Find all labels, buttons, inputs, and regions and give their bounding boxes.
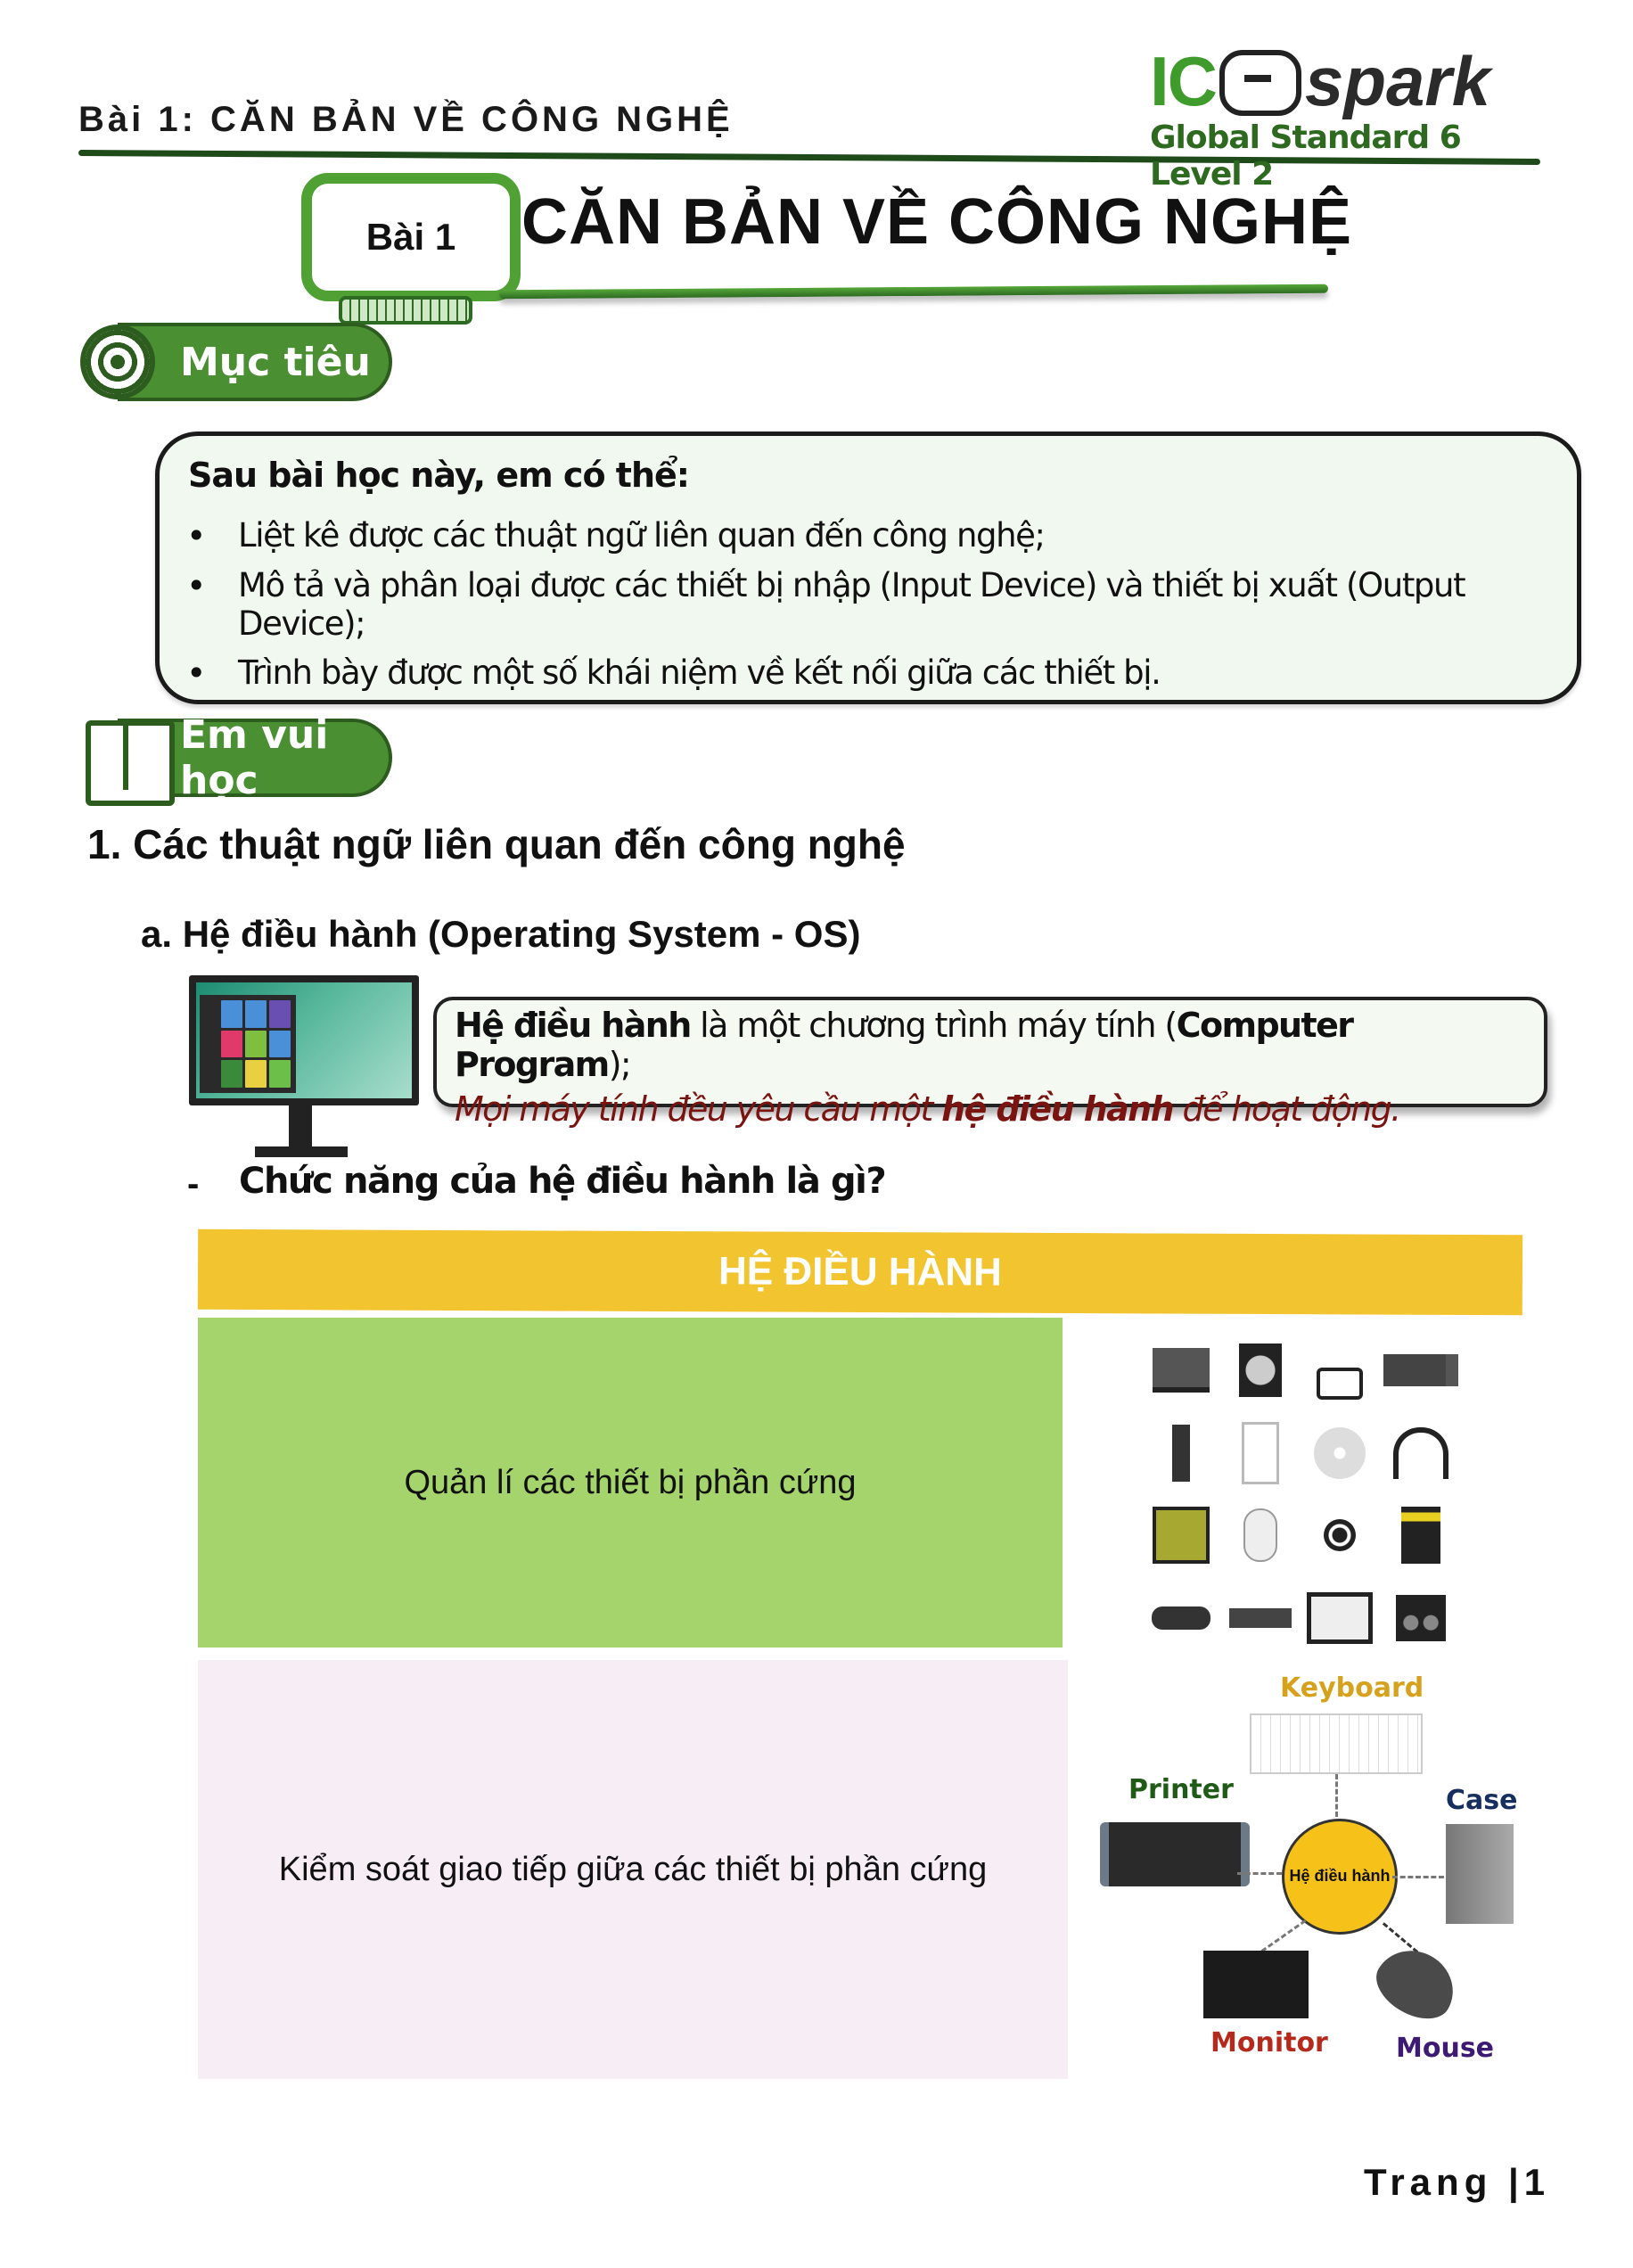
keyboard-label: Keyboard [1280,1672,1424,1704]
tile [245,1031,267,1058]
page-number: Trang |1 [1364,2161,1551,2203]
tile [221,1031,242,1058]
os-monitor-illustration [189,975,419,1105]
connector-printer [1237,1872,1282,1875]
logo-suffix: spark [1305,42,1491,120]
objectives-list [177,516,1559,693]
tile [221,1060,242,1088]
definition-line-1 [455,1006,1526,1084]
logo-level: 2 [1251,156,1274,193]
keyboard-icon [1250,1713,1423,1774]
logo-subtitle-text: Global Standard 6 Level [1150,119,1461,193]
keyboard-decoration-icon [339,296,472,325]
objectives-pill-label: Mục tiêu [180,339,371,385]
mouse-icon [1226,1499,1296,1573]
function-control-communication [198,1660,1068,2079]
memory-card-icon [1383,1499,1458,1573]
desktop-screen [196,982,412,1098]
logo-prefix: IC [1150,42,1216,120]
speakers-icon [1383,1582,1458,1656]
mouse-label: Mouse [1396,2033,1495,2064]
usb-drive-icon [1146,1417,1217,1491]
ram-stick-icon [1226,1417,1296,1491]
tile [245,1000,267,1028]
headset-icon [1383,1417,1458,1491]
connector-mouse [1383,1922,1418,1952]
tile [269,1031,291,1058]
lesson-number: Bài 1 [365,216,456,258]
hardware-icons-grid [1146,1334,1458,1655]
case-label: Case [1446,1785,1518,1816]
dvd-drive-icon [1226,1582,1296,1656]
question-dash: - [187,1164,200,1204]
start-menu-tiles [200,995,296,1093]
learn-pill-label: Em vui học [180,712,329,803]
tile [269,1000,291,1028]
router-icon [1304,1334,1375,1408]
function-label: Quản lí các thiết bị phần cứng [404,1463,857,1501]
target-icon [80,325,155,399]
os-banner [198,1229,1522,1315]
objective-item: • Liệt kê được các thuật ngữ liên quan đến công nghệ; [177,516,1559,555]
lesson-title: CĂN BẢN VỀ CÔNG NGHỆ [521,186,1353,258]
objectives-intro: Sau bài học này, em có thể: [188,456,689,495]
definition-line-2 [455,1089,1526,1129]
os-hub-node [1282,1819,1398,1935]
tile [269,1060,291,1088]
connector-case [1392,1876,1444,1878]
os-banner-label: HỆ ĐIỀU HÀNH [718,1249,1002,1294]
monitor-icon [1203,1951,1309,2018]
monitor-label: Monitor [1210,2027,1328,2058]
tile [245,1060,267,1088]
hard-disk-icon [1226,1334,1296,1408]
lesson-monitor-badge [301,173,521,301]
printer-icon [1100,1822,1250,1886]
definition-text: là một chương trình máy tính ( [690,1006,1177,1045]
term-os: Hệ điều hành [455,1006,691,1045]
function-label: Kiểm soát giao tiếp giữa các thiết bị phần cứng [278,1850,988,1888]
objective-item: • Trình bày được một số khái niệm về kết nối giữa các thiết bị. [177,653,1559,693]
desktop-computer-icon [1383,1334,1458,1408]
objective-item: • Mô tả và phân loại được các thiết bị nhập (Input Device) và thiết bị xuất (Output Device); [177,566,1559,643]
logo-3-mark-icon [1219,50,1301,116]
webcam-icon [1304,1499,1375,1573]
title-underline [499,284,1328,299]
section-heading: 1. Các thuật ngữ liên quan đến công nghệ [87,821,906,867]
objectives-box [155,431,1581,704]
definition-italic-end: để hoạt động. [1173,1089,1400,1129]
function-manage-hardware [198,1318,1063,1648]
logo-subtitle [1150,119,1560,193]
laptop-icon [1146,1334,1217,1408]
mouse-icon [1366,1936,1467,2031]
gamepad-icon [1146,1582,1217,1656]
ic3-spark-logo [1150,42,1560,193]
computer-case-icon [1446,1824,1514,1924]
question-text: Chức năng của hệ điều hành là gì? [239,1161,886,1202]
objectives-pill [118,323,392,401]
term-computer-program: Computer Program [455,1006,1353,1084]
definition-italic-text: Mọi máy tính đều yêu cầu một [455,1089,942,1129]
definition-text-end: ); [608,1045,631,1084]
open-book-icon [86,720,175,806]
printer-icon [1304,1582,1375,1656]
cd-disc-icon [1304,1417,1375,1491]
printer-label: Printer [1128,1774,1234,1805]
monitor-base [255,1146,348,1157]
cpu-chip-icon [1146,1499,1217,1573]
subsection-heading: a. Hệ điều hành (Operating System - OS) [141,913,861,955]
tile [221,1000,242,1028]
connector-monitor [1261,1919,1307,1952]
definition-box [433,997,1547,1129]
term-os-emphasis: hệ điều hành [941,1089,1174,1129]
os-hub-label: Hệ điều hành [1289,1867,1391,1886]
monitor-stand [289,1105,312,1150]
connector-keyboard [1335,1774,1338,1817]
running-title: Bài 1: CĂN BẢN VỀ CÔNG NGHỆ [78,100,734,139]
